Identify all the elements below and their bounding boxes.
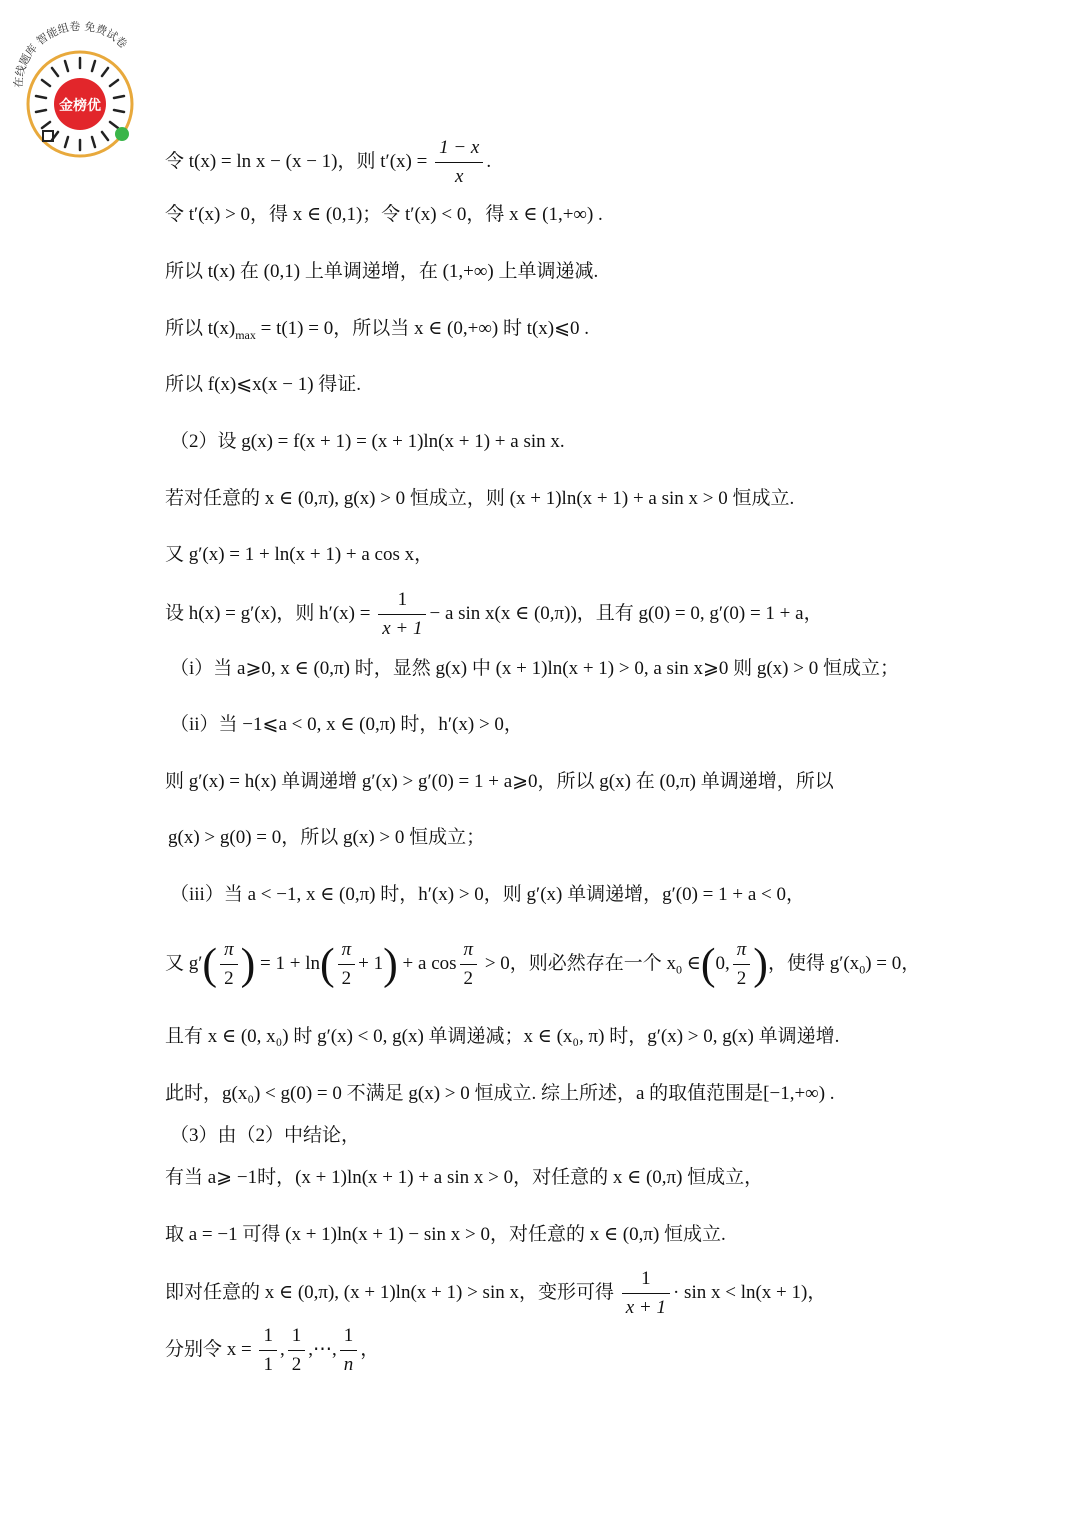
part-3-heading: （3）由（2）中结论，: [170, 1125, 361, 1146]
fraction-pi-over-2: $\frac{\pi}{2}$: [733, 936, 751, 993]
proof-line-9: 设 h(x) = g′(x)，则 h′(x) = $\frac{1}{x + 1}$ − a sin x(x ∈ (0,π))，且有 g(0) = 0, g′(0) = 1 + a，: [165, 586, 823, 643]
fraction-1-over-x-plus-1: $\frac{1}{x + 1}$: [622, 1265, 670, 1322]
jinbangyou-logo: [10, 16, 150, 161]
fraction-1-over-x-plus-1: $\frac{1}{x + 1}$: [378, 586, 426, 643]
proof-line-20: 取 a = −1 可得 (x + 1)ln(x + 1) − sin x > 0，对任意的 x ∈ (0,π) 恒成立.: [165, 1224, 726, 1245]
proof-line-8: 又 g′(x) = 1 + ln(x + 1) + a cos x，: [165, 544, 434, 565]
proof-line-19: 有当 a⩾ −1时，(x + 1)ln(x + 1) + a sin x > 0，对任意的 x ∈ (0,π) 恒成立，: [165, 1167, 764, 1188]
proof-line-12: 则 g′(x) = h(x) 单调递增 g′(x) > g′(0) = 1 + a⩾0，所以 g(x) 在 (0,π) 单调递增，所以: [165, 771, 834, 792]
proof-line-4: 所以 $t(x)_{max} = t(1) = 0$，所以当 x ∈ (0,+∞) 时 t(x)⩽0 .: [165, 318, 590, 342]
fraction-pi-over-2: $\frac{\pi}{2}$: [460, 936, 478, 993]
fraction-1-over-1: $\frac{1}{1}$: [259, 1322, 277, 1379]
fraction-1-over-n: $\frac{1}{n}$: [340, 1322, 358, 1379]
proof-line-17: 此时，g(x₀) < g(0) = 0 不满足 g(x) > 0 恒成立. 综上所述，a 的取值范围是[−1,+∞) .: [165, 1083, 835, 1104]
logo-brand: 金榜优: [59, 98, 101, 114]
part-2-heading: （2）设 g(x) = f(x + 1) = (x + 1)ln(x + 1) + a sin x.: [170, 431, 565, 452]
line-1-text: 令 t(x) = ln x − (x − 1)，则 t′(x) =: [165, 150, 428, 172]
fraction-pi-over-2: $\frac{\pi}{2}$: [220, 936, 238, 993]
proof-line-3: 所以 t(x) 在 (0,1) 上单调递增，在 (1,+∞) 上单调递减.: [165, 261, 599, 282]
fraction-1-over-2: $\frac{1}{2}$: [288, 1322, 306, 1379]
case-ii: （ii）当 −1⩽a < 0, x ∈ (0,π) 时，h′(x) > 0，: [170, 714, 523, 735]
proof-line-2: 令 t′(x) > 0，得 x ∈ (0,1)；令 t′(x) < 0，得 x ∈ (1,+∞) .: [165, 204, 603, 225]
case-i: （i）当 a⩾0, x ∈ (0,π) 时，显然 g(x) 中 (x + 1)ln(x + 1) > 0, a sin x⩾0 则 g(x) > 0 恒成立；: [170, 658, 899, 679]
fraction-1-minus-x-over-x: $\frac{1 - x}{x}$: [435, 134, 483, 191]
proof-line-7: 若对任意的 x ∈ (0,π), g(x) > 0 恒成立，则 (x + 1)ln(x + 1) + a sin x > 0 恒成立.: [165, 488, 795, 509]
case-iii: （iii）当 a < −1, x ∈ (0,π) 时，h′(x) > 0，则 g′(x) 单调递增，g′(0) = 1 + a < 0，: [170, 884, 805, 905]
proof-line-15: 又 g′( $\frac{\pi}{2}$ ) = 1 + ln( $\frac{\pi}{2}$ + 1) + a cos $\frac{\pi}{2}$ > 0，则必然存在一个 $x_0$ ∈(0, $\frac{\pi}{2}$ )，使得 $g'(x_0) = 0$，: [165, 936, 920, 993]
proof-line-1: 令 t(x) = ln x − (x − 1)，则 t′(x) = $\frac{1 - x}{x}$ .: [165, 134, 491, 191]
proof-line-16: 且有 x ∈ (0, x₀) 时 g′(x) < 0, g(x) 单调递减；x ∈ (x₀, π) 时，g′(x) > 0, g(x) 单调递增.: [165, 1026, 840, 1047]
logo-arc-text: 在线题库 智能组卷 免费试卷: [11, 19, 130, 89]
proof-line-13: g(x) > g(0) = 0，所以 g(x) > 0 恒成立；: [168, 827, 486, 848]
fraction-pi-over-2: $\frac{\pi}{2}$: [338, 936, 356, 993]
proof-line-21: 即对任意的 x ∈ (0,π), (x + 1)ln(x + 1) > sin x，变形可得 $\frac{1}{x + 1}$ · sin x < ln(x + 1)，: [165, 1265, 826, 1322]
proof-line-5: 所以 f(x)⩽x(x − 1) 得证.: [165, 374, 362, 395]
proof-line-22: 分别令 x = $\frac{1}{1}$ , $\frac{1}{2}$ ,⋯, $\frac{1}{n}$ ，: [165, 1322, 379, 1379]
